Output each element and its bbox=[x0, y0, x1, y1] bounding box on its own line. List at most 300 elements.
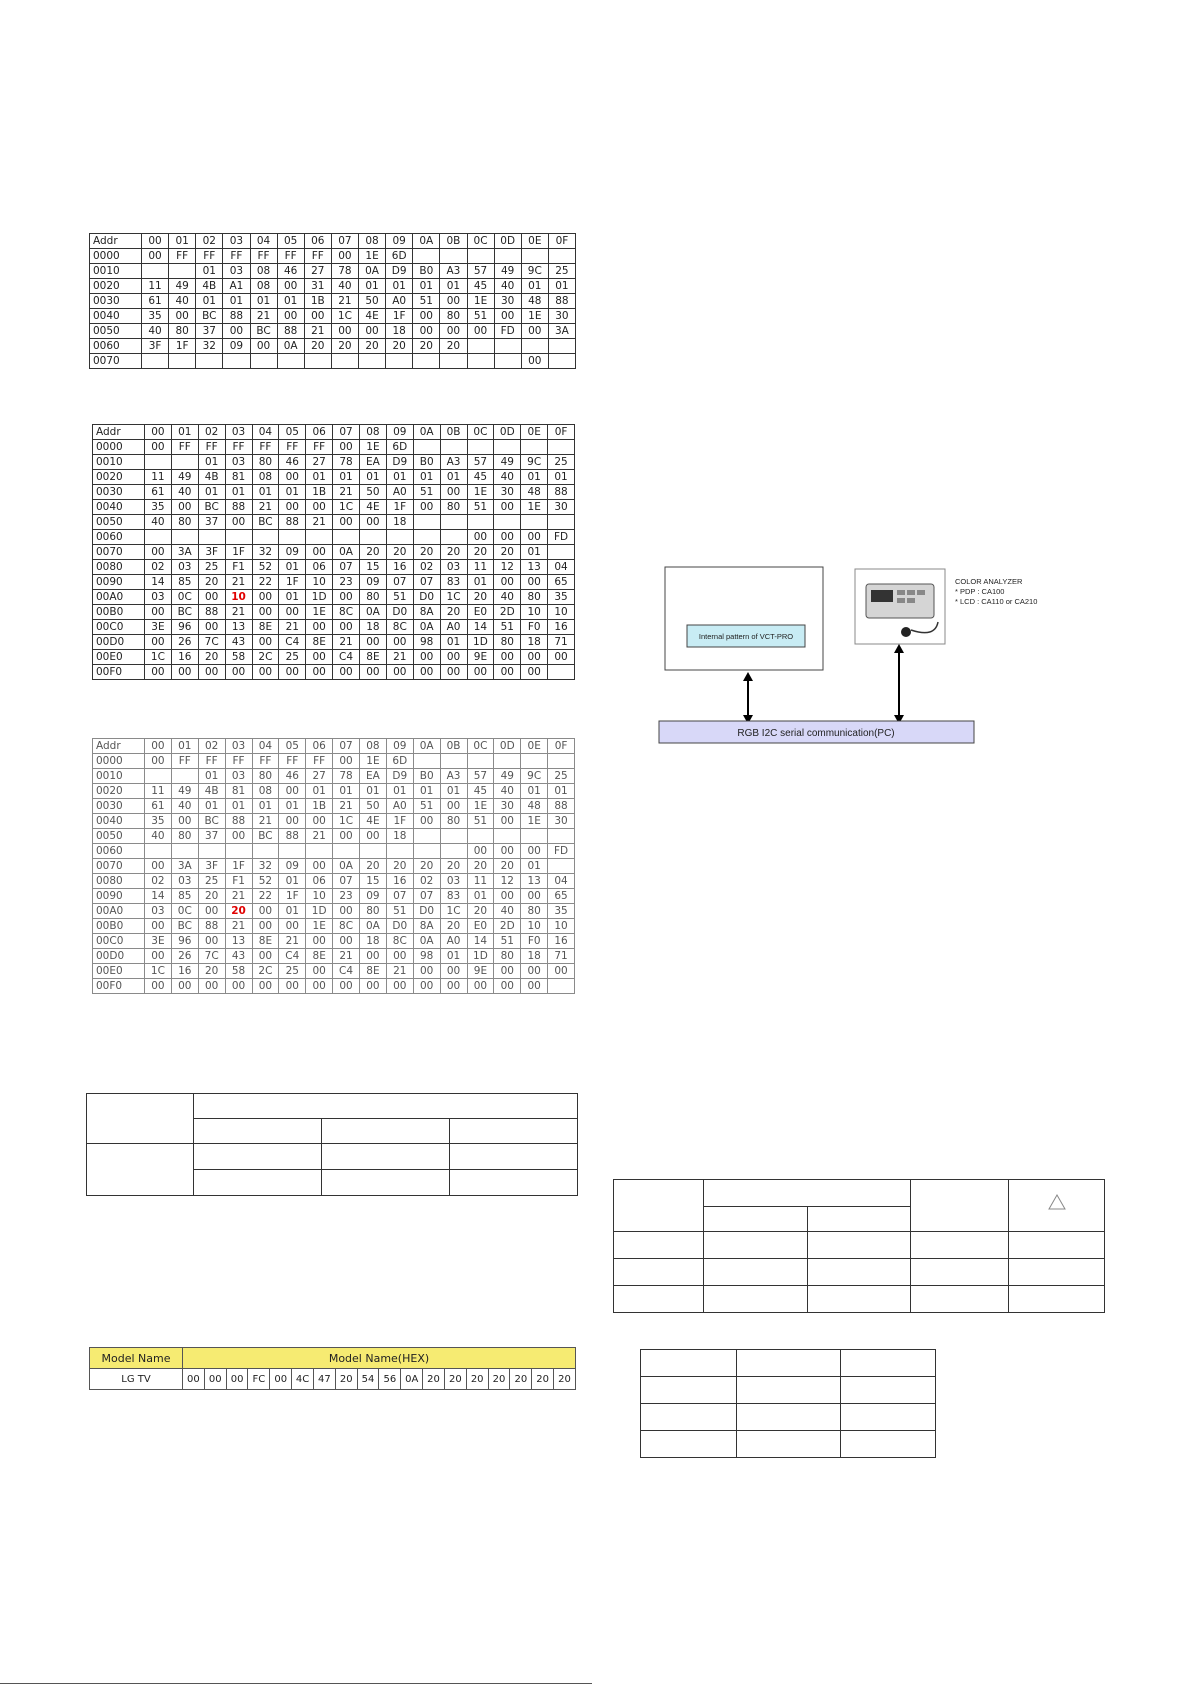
hex-cell: 00 bbox=[145, 919, 172, 934]
hex-cell: 11 bbox=[145, 784, 172, 799]
table-cell bbox=[911, 1180, 1009, 1232]
hex-cell bbox=[440, 829, 467, 844]
hex-cell: 03 bbox=[440, 874, 467, 889]
hex-cell: 40 bbox=[494, 784, 521, 799]
blank-table-left bbox=[86, 1093, 578, 1196]
hex-dump-table-3 bbox=[92, 738, 575, 994]
hex-cell: 00 bbox=[223, 324, 250, 339]
hex-cell: 61 bbox=[142, 294, 169, 309]
hex-cell: BC bbox=[171, 605, 198, 620]
addr-cell: 0080 bbox=[93, 874, 145, 889]
hex-cell: 1E bbox=[360, 440, 387, 455]
hex-cell: 40 bbox=[494, 279, 521, 294]
table-cell bbox=[704, 1180, 911, 1207]
hex-cell: 00 bbox=[413, 500, 440, 515]
hex-cell: 01 bbox=[386, 470, 413, 485]
hex-cell: 2C bbox=[252, 964, 279, 979]
hex-cell: 01 bbox=[440, 470, 467, 485]
hex-cell: 1B bbox=[304, 294, 331, 309]
hex-cell: 01 bbox=[386, 784, 413, 799]
addr-cell: 0060 bbox=[90, 339, 142, 354]
hex-cell: 00 bbox=[413, 814, 440, 829]
column-header: 0F bbox=[548, 425, 575, 440]
table-row bbox=[93, 799, 575, 814]
hex-cell: 88 bbox=[198, 919, 225, 934]
hex-cell bbox=[413, 249, 440, 264]
hex-cell bbox=[145, 455, 172, 470]
hex-cell: 45 bbox=[467, 784, 494, 799]
hex-cell: 00 bbox=[467, 324, 494, 339]
hex-cell: 1F bbox=[386, 500, 413, 515]
model-hex-byte: 00 bbox=[183, 1369, 205, 1390]
hex-cell: 16 bbox=[171, 650, 198, 665]
addr-cell: 0050 bbox=[90, 324, 142, 339]
hex-cell bbox=[142, 264, 169, 279]
hex-cell bbox=[467, 249, 494, 264]
hex-cell: 00 bbox=[306, 500, 333, 515]
hex-cell bbox=[306, 530, 333, 545]
hex-cell bbox=[169, 264, 196, 279]
hex-cell: BC bbox=[171, 919, 198, 934]
hex-cell: 00 bbox=[333, 754, 360, 769]
hex-cell: 0C bbox=[171, 590, 198, 605]
hex-cell: 49 bbox=[169, 279, 196, 294]
hex-cell: 00 bbox=[145, 665, 172, 680]
hex-cell: 01 bbox=[440, 784, 467, 799]
hex-cell bbox=[333, 530, 360, 545]
hex-cell: 18 bbox=[386, 515, 413, 530]
hex-cell bbox=[467, 829, 494, 844]
hex-cell: 00 bbox=[494, 889, 521, 904]
hex-cell: 00 bbox=[333, 904, 360, 919]
addr-cell: 0060 bbox=[93, 844, 145, 859]
hex-cell: 16 bbox=[386, 560, 413, 575]
addr-cell: 00B0 bbox=[93, 605, 145, 620]
hex-cell: 00 bbox=[279, 470, 306, 485]
hex-cell: 01 bbox=[250, 294, 277, 309]
hex-cell: 98 bbox=[413, 635, 440, 650]
column-header: 0B bbox=[440, 234, 467, 249]
hex-cell: 51 bbox=[386, 590, 413, 605]
hex-cell: 20 bbox=[440, 919, 467, 934]
hex-cell: 10 bbox=[521, 605, 548, 620]
column-header: 02 bbox=[198, 425, 225, 440]
hex-cell: 00 bbox=[494, 575, 521, 590]
table-row bbox=[93, 530, 575, 545]
hex-cell: 00 bbox=[306, 979, 333, 994]
hex-cell: 01 bbox=[198, 769, 225, 784]
hex-cell: 21 bbox=[304, 324, 331, 339]
hex-cell: 00 bbox=[279, 919, 306, 934]
hex-cell: 58 bbox=[225, 964, 252, 979]
addr-cell: 0070 bbox=[93, 545, 145, 560]
hex-cell: 80 bbox=[171, 829, 198, 844]
hex-cell: FF bbox=[225, 754, 252, 769]
hex-cell: 01 bbox=[198, 455, 225, 470]
hex-cell: 26 bbox=[171, 635, 198, 650]
hex-cell: 4B bbox=[196, 279, 223, 294]
hex-cell: 21 bbox=[306, 829, 333, 844]
hex-cell bbox=[548, 545, 575, 560]
hex-cell: F1 bbox=[225, 560, 252, 575]
hex-cell: 01 bbox=[333, 470, 360, 485]
hex-cell bbox=[521, 339, 548, 354]
column-header: 05 bbox=[277, 234, 304, 249]
hex-cell: FF bbox=[279, 754, 306, 769]
hex-cell: 00 bbox=[252, 635, 279, 650]
double-arrow-left bbox=[743, 672, 753, 724]
internal-pattern-label: Internal pattern of VCT-PRO bbox=[698, 632, 794, 641]
hex-cell: FD bbox=[548, 844, 575, 859]
addr-cell: 0020 bbox=[93, 784, 145, 799]
table-row bbox=[93, 560, 575, 575]
hex-cell bbox=[548, 979, 575, 994]
hex-cell: 10 bbox=[521, 919, 548, 934]
hex-cell bbox=[413, 440, 440, 455]
model-hex-byte: 20 bbox=[444, 1369, 466, 1390]
hex-cell bbox=[225, 530, 252, 545]
column-header: 0B bbox=[440, 739, 467, 754]
hex-cell: 00 bbox=[413, 665, 440, 680]
hex-cell: 0A bbox=[359, 264, 386, 279]
hex-cell: 21 bbox=[252, 814, 279, 829]
hex-cell: 01 bbox=[467, 889, 494, 904]
hex-cell: 10 bbox=[548, 605, 575, 620]
column-header: 0A bbox=[413, 425, 440, 440]
hex-cell: 04 bbox=[548, 560, 575, 575]
hex-cell: 35 bbox=[548, 590, 575, 605]
hex-cell: FF bbox=[196, 249, 223, 264]
hex-cell: 8C bbox=[333, 605, 360, 620]
hex-cell: 01 bbox=[279, 590, 306, 605]
hex-cell: 1F bbox=[279, 889, 306, 904]
hex-cell: 20 bbox=[386, 339, 413, 354]
hex-cell: 80 bbox=[440, 814, 467, 829]
hex-cell: A0 bbox=[440, 934, 467, 949]
hex-cell: 88 bbox=[223, 309, 250, 324]
hex-cell: 20 bbox=[331, 339, 358, 354]
hex-cell: 00 bbox=[169, 309, 196, 324]
table-header-row bbox=[93, 425, 575, 440]
hex-cell: 1B bbox=[306, 485, 333, 500]
table-row bbox=[87, 1144, 578, 1170]
hex-cell: 00 bbox=[250, 339, 277, 354]
hex-cell: 26 bbox=[171, 949, 198, 964]
tv-screen-box bbox=[665, 567, 823, 670]
hex-cell: 61 bbox=[145, 799, 172, 814]
hex-cell: 02 bbox=[145, 874, 172, 889]
hex-cell bbox=[386, 844, 413, 859]
column-header: 01 bbox=[169, 234, 196, 249]
hex-cell: 00 bbox=[306, 814, 333, 829]
color-analyzer-diagram bbox=[655, 560, 1075, 750]
table-row bbox=[93, 859, 575, 874]
hex-cell bbox=[250, 354, 277, 369]
hex-cell bbox=[548, 339, 575, 354]
hex-cell: 00 bbox=[279, 979, 306, 994]
hex-cell: C4 bbox=[333, 650, 360, 665]
hex-cell: 30 bbox=[548, 814, 575, 829]
column-header: 04 bbox=[250, 234, 277, 249]
column-header: 06 bbox=[306, 739, 333, 754]
hex-cell: 00 bbox=[252, 590, 279, 605]
table-cell bbox=[194, 1144, 322, 1170]
hex-cell: 1F bbox=[169, 339, 196, 354]
addr-cell: 00F0 bbox=[93, 665, 145, 680]
hex-cell: 00 bbox=[333, 979, 360, 994]
hex-cell: 09 bbox=[223, 339, 250, 354]
hex-cell: 00 bbox=[331, 249, 358, 264]
hex-cell: 16 bbox=[548, 620, 575, 635]
hex-cell: 88 bbox=[548, 485, 575, 500]
hex-cell: 21 bbox=[225, 889, 252, 904]
model-hex-byte: 20 bbox=[532, 1369, 554, 1390]
hex-cell: 01 bbox=[413, 470, 440, 485]
hex-cell: 18 bbox=[386, 829, 413, 844]
hex-cell: 0A bbox=[413, 620, 440, 635]
hex-cell: 20 bbox=[198, 650, 225, 665]
hex-cell: 01 bbox=[279, 874, 306, 889]
table-header-row bbox=[90, 234, 576, 249]
hex-cell bbox=[360, 530, 387, 545]
hex-cell: 00 bbox=[145, 979, 172, 994]
table-row bbox=[614, 1180, 1105, 1207]
hex-cell bbox=[171, 455, 198, 470]
hex-cell: 1E bbox=[359, 249, 386, 264]
hex-cell: 32 bbox=[252, 859, 279, 874]
table-cell bbox=[450, 1119, 578, 1144]
column-header: 07 bbox=[333, 739, 360, 754]
hex-cell: 00 bbox=[145, 635, 172, 650]
table-cell bbox=[87, 1094, 194, 1144]
hex-cell: F0 bbox=[521, 620, 548, 635]
hex-cell: 20 bbox=[360, 859, 387, 874]
double-arrow-right bbox=[894, 644, 904, 724]
hex-cell bbox=[548, 440, 575, 455]
hex-cell: 83 bbox=[440, 889, 467, 904]
hex-cell: 00 bbox=[521, 979, 548, 994]
hex-cell: 07 bbox=[333, 560, 360, 575]
hex-cell: 88 bbox=[548, 799, 575, 814]
hex-cell: 20 bbox=[440, 339, 467, 354]
hex-cell: 01 bbox=[225, 799, 252, 814]
hex-cell: 16 bbox=[171, 964, 198, 979]
hex-cell: FF bbox=[198, 754, 225, 769]
hex-cell: 01 bbox=[440, 635, 467, 650]
hex-cell: 13 bbox=[521, 874, 548, 889]
hex-cell: 2C bbox=[252, 650, 279, 665]
hex-cell: FF bbox=[225, 440, 252, 455]
model-hex-byte: 00 bbox=[226, 1369, 248, 1390]
table-row bbox=[93, 515, 575, 530]
hex-cell bbox=[252, 844, 279, 859]
addr-cell: 0030 bbox=[93, 485, 145, 500]
hex-cell: 1E bbox=[467, 799, 494, 814]
hex-cell: 03 bbox=[145, 590, 172, 605]
column-header: 0D bbox=[494, 425, 521, 440]
hex-cell: 57 bbox=[467, 769, 494, 784]
table-header-row bbox=[90, 1348, 576, 1369]
hex-cell: 21 bbox=[225, 919, 252, 934]
hex-cell: 1E bbox=[521, 814, 548, 829]
table-row bbox=[93, 650, 575, 665]
table-cell bbox=[704, 1259, 808, 1286]
hex-cell: 3A bbox=[548, 324, 575, 339]
hex-cell: 20 bbox=[359, 339, 386, 354]
hex-cell bbox=[440, 515, 467, 530]
table-row bbox=[93, 784, 575, 799]
model-hex-byte: FC bbox=[248, 1369, 270, 1390]
hex-cell: 18 bbox=[521, 949, 548, 964]
hex-cell bbox=[386, 354, 413, 369]
table-cell bbox=[1009, 1180, 1105, 1232]
hex-dump-table-2 bbox=[92, 424, 575, 680]
hex-cell: 00 bbox=[252, 665, 279, 680]
hex-cell bbox=[145, 530, 172, 545]
hex-cell: 00 bbox=[306, 934, 333, 949]
hex-cell: 09 bbox=[360, 575, 387, 590]
hex-cell: 18 bbox=[521, 635, 548, 650]
hex-cell: 40 bbox=[145, 829, 172, 844]
hex-cell bbox=[521, 515, 548, 530]
hex-cell bbox=[306, 844, 333, 859]
table-cell bbox=[450, 1144, 578, 1170]
column-header: 0E bbox=[521, 234, 548, 249]
hex-cell: 14 bbox=[467, 620, 494, 635]
hex-cell: E0 bbox=[467, 919, 494, 934]
hex-cell: 61 bbox=[145, 485, 172, 500]
hex-cell: 46 bbox=[279, 455, 306, 470]
hex-dump-table-1 bbox=[89, 233, 576, 369]
addr-cell: 0030 bbox=[93, 799, 145, 814]
hex-cell: 3E bbox=[145, 934, 172, 949]
hex-cell: 09 bbox=[279, 545, 306, 560]
hex-cell: 21 bbox=[250, 309, 277, 324]
hex-cell: 40 bbox=[145, 515, 172, 530]
hex-cell: 85 bbox=[171, 889, 198, 904]
hex-cell: 1C bbox=[440, 590, 467, 605]
table-row bbox=[93, 769, 575, 784]
hex-cell: 80 bbox=[440, 500, 467, 515]
hex-cell bbox=[277, 354, 304, 369]
hex-cell: 1F bbox=[386, 814, 413, 829]
hex-cell: 0A bbox=[333, 859, 360, 874]
table-cell bbox=[1009, 1232, 1105, 1259]
addr-cell: 0060 bbox=[93, 530, 145, 545]
hex-cell: 21 bbox=[386, 964, 413, 979]
hex-cell: 11 bbox=[145, 470, 172, 485]
table-cell bbox=[1009, 1286, 1105, 1313]
hex-cell: 00 bbox=[360, 829, 387, 844]
hex-cell: 49 bbox=[494, 769, 521, 784]
table-cell bbox=[841, 1350, 936, 1377]
table-cell bbox=[87, 1144, 194, 1196]
hex-cell: 01 bbox=[413, 784, 440, 799]
hex-cell: 01 bbox=[277, 294, 304, 309]
hex-table-1-body bbox=[90, 234, 576, 369]
hex-cell: 51 bbox=[386, 904, 413, 919]
hex-cell: FF bbox=[306, 754, 333, 769]
hex-cell: 00 bbox=[198, 665, 225, 680]
hex-cell bbox=[521, 440, 548, 455]
hex-cell: 1C bbox=[145, 650, 172, 665]
hex-cell: FF bbox=[198, 440, 225, 455]
table-row bbox=[93, 500, 575, 515]
hex-cell: 85 bbox=[171, 575, 198, 590]
model-hex-byte: 20 bbox=[510, 1369, 532, 1390]
delta-icon bbox=[1048, 1194, 1066, 1210]
hex-cell: 40 bbox=[142, 324, 169, 339]
hex-cell: 37 bbox=[198, 515, 225, 530]
addr-cell: 0010 bbox=[93, 455, 145, 470]
hex-cell: 25 bbox=[198, 560, 225, 575]
hex-cell: 01 bbox=[360, 470, 387, 485]
column-header: 06 bbox=[306, 425, 333, 440]
hex-cell bbox=[196, 354, 223, 369]
hex-cell: 20 bbox=[386, 545, 413, 560]
hex-cell: 51 bbox=[494, 620, 521, 635]
hex-cell: 20 bbox=[198, 575, 225, 590]
hex-cell: 01 bbox=[306, 470, 333, 485]
hex-cell: 80 bbox=[360, 904, 387, 919]
hex-cell: 20 bbox=[198, 889, 225, 904]
hex-cell: B0 bbox=[413, 769, 440, 784]
hex-cell: 1D bbox=[467, 949, 494, 964]
hex-cell: 8C bbox=[333, 919, 360, 934]
table-row bbox=[93, 455, 575, 470]
addr-cell: 00B0 bbox=[93, 919, 145, 934]
hex-cell: 71 bbox=[548, 635, 575, 650]
hex-cell: 3F bbox=[198, 859, 225, 874]
hex-cell: 8C bbox=[386, 620, 413, 635]
column-header: 0C bbox=[467, 425, 494, 440]
hex-cell: 01 bbox=[440, 279, 467, 294]
column-header: 03 bbox=[225, 739, 252, 754]
hex-cell: BC bbox=[198, 500, 225, 515]
hex-cell: E0 bbox=[467, 605, 494, 620]
hex-cell: FF bbox=[252, 440, 279, 455]
hex-cell bbox=[225, 844, 252, 859]
hex-cell bbox=[440, 754, 467, 769]
hex-cell: 21 bbox=[333, 799, 360, 814]
hex-table-2-body bbox=[93, 425, 575, 680]
hex-cell: 00 bbox=[386, 979, 413, 994]
hex-cell: 00 bbox=[440, 294, 467, 309]
hex-cell: 07 bbox=[413, 889, 440, 904]
hex-cell: 01 bbox=[198, 485, 225, 500]
hex-cell: 25 bbox=[548, 769, 575, 784]
hex-cell bbox=[171, 769, 198, 784]
hex-cell: 3A bbox=[171, 545, 198, 560]
hex-cell: 25 bbox=[279, 964, 306, 979]
hex-cell: 32 bbox=[196, 339, 223, 354]
hex-cell bbox=[413, 354, 440, 369]
hex-cell: 32 bbox=[252, 545, 279, 560]
hex-cell: 10 bbox=[225, 590, 252, 605]
hex-cell: 00 bbox=[171, 814, 198, 829]
hex-cell bbox=[145, 769, 172, 784]
hex-cell: 00 bbox=[386, 635, 413, 650]
hex-cell: EA bbox=[360, 769, 387, 784]
hex-cell: 00 bbox=[440, 979, 467, 994]
hex-cell bbox=[360, 844, 387, 859]
hex-cell: 23 bbox=[333, 889, 360, 904]
table-row bbox=[90, 264, 576, 279]
hex-cell: A0 bbox=[386, 294, 413, 309]
hex-cell: 16 bbox=[548, 934, 575, 949]
hex-cell: 1F bbox=[225, 545, 252, 560]
hex-cell: B0 bbox=[413, 455, 440, 470]
